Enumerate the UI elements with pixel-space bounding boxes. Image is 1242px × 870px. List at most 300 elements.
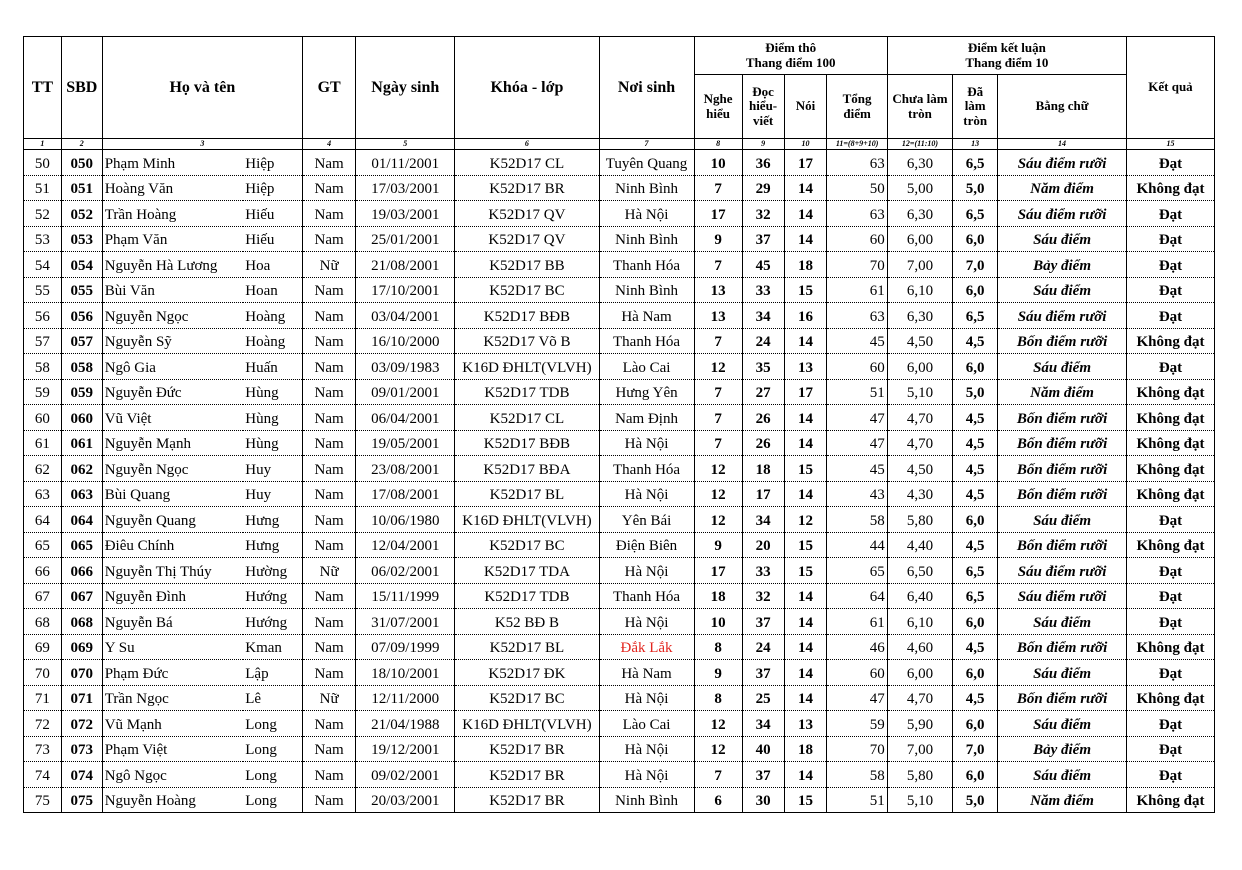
date-of-birth: 25/01/2001 bbox=[356, 226, 455, 252]
row-number: 55 bbox=[24, 277, 62, 303]
date-of-birth: 15/11/1999 bbox=[356, 583, 455, 609]
candidate-number: 073 bbox=[61, 736, 102, 762]
reading-score: 35 bbox=[742, 354, 784, 380]
class: K52D17 BĐB bbox=[455, 430, 599, 456]
total-score: 50 bbox=[827, 175, 887, 201]
reading-score: 24 bbox=[742, 328, 784, 354]
candidate-number: 056 bbox=[61, 303, 102, 329]
score-in-words: Sáu điểm bbox=[998, 507, 1127, 533]
last-name: Hoàng Văn bbox=[102, 175, 243, 201]
first-name: Lập bbox=[243, 660, 302, 686]
table-row bbox=[24, 609, 1215, 635]
table-row bbox=[24, 711, 1215, 737]
column-number: 5 bbox=[356, 139, 455, 150]
gender: Nam bbox=[303, 354, 356, 380]
reading-score: 26 bbox=[742, 405, 784, 431]
birthplace: Lào Cai bbox=[599, 711, 694, 737]
first-name: Hùng bbox=[243, 430, 302, 456]
row-number: 59 bbox=[24, 379, 62, 405]
result: Không đạt bbox=[1126, 532, 1214, 558]
rounded-score: 4,5 bbox=[953, 634, 998, 660]
date-of-birth: 17/03/2001 bbox=[356, 175, 455, 201]
reading-score: 37 bbox=[742, 762, 784, 788]
result: Đạt bbox=[1126, 507, 1214, 533]
result: Không đạt bbox=[1126, 787, 1214, 813]
first-name: Huy bbox=[243, 456, 302, 482]
header-gender: GT bbox=[303, 37, 356, 139]
result: Đạt bbox=[1126, 252, 1214, 278]
unrounded-score: 5,00 bbox=[887, 175, 952, 201]
rounded-score: 4,5 bbox=[953, 685, 998, 711]
speaking-score: 15 bbox=[784, 456, 827, 482]
speaking-score: 13 bbox=[784, 711, 827, 737]
listening-score: 7 bbox=[694, 762, 742, 788]
rounded-score: 7,0 bbox=[953, 736, 998, 762]
speaking-score: 14 bbox=[784, 430, 827, 456]
date-of-birth: 19/05/2001 bbox=[356, 430, 455, 456]
header-speaking: Nói bbox=[784, 75, 827, 139]
header-raw-title: Điểm thô bbox=[765, 39, 817, 55]
birthplace: Ninh Bình bbox=[599, 226, 694, 252]
row-number: 70 bbox=[24, 660, 62, 686]
birthplace: Đắk Lắk bbox=[599, 634, 694, 660]
row-number: 71 bbox=[24, 685, 62, 711]
score-in-words: Bốn điểm rưỡi bbox=[998, 456, 1127, 482]
date-of-birth: 23/08/2001 bbox=[356, 456, 455, 482]
first-name: Hoàng bbox=[243, 303, 302, 329]
candidate-number: 070 bbox=[61, 660, 102, 686]
candidate-number: 062 bbox=[61, 456, 102, 482]
class: K52D17 BL bbox=[455, 481, 599, 507]
first-name: Hưng bbox=[243, 507, 302, 533]
unrounded-score: 6,00 bbox=[887, 354, 952, 380]
header-reading: Đọc hiểu-viết bbox=[742, 75, 784, 139]
birthplace: Thanh Hóa bbox=[599, 456, 694, 482]
candidate-number: 068 bbox=[61, 609, 102, 635]
unrounded-score: 6,00 bbox=[887, 660, 952, 686]
score-in-words: Bốn điểm rưỡi bbox=[998, 328, 1127, 354]
listening-score: 8 bbox=[694, 634, 742, 660]
listening-score: 9 bbox=[694, 660, 742, 686]
birthplace: Hà Nội bbox=[599, 736, 694, 762]
total-score: 58 bbox=[827, 507, 887, 533]
first-name: Hoàng bbox=[243, 328, 302, 354]
table-row bbox=[24, 405, 1215, 431]
reading-score: 34 bbox=[742, 507, 784, 533]
total-score: 51 bbox=[827, 787, 887, 813]
table-row bbox=[24, 201, 1215, 227]
total-score: 61 bbox=[827, 609, 887, 635]
candidate-number: 071 bbox=[61, 685, 102, 711]
birthplace: Điện Biên bbox=[599, 532, 694, 558]
score-in-words: Bốn điểm rưỡi bbox=[998, 405, 1127, 431]
class: K16D ĐHLT(VLVH) bbox=[455, 711, 599, 737]
last-name: Phạm Minh bbox=[102, 150, 243, 176]
table-row bbox=[24, 456, 1215, 482]
candidate-number: 059 bbox=[61, 379, 102, 405]
row-number: 60 bbox=[24, 405, 62, 431]
last-name: Nguyễn Ngọc bbox=[102, 456, 243, 482]
class: K52D17 BR bbox=[455, 175, 599, 201]
date-of-birth: 17/10/2001 bbox=[356, 277, 455, 303]
unrounded-score: 6,50 bbox=[887, 558, 952, 584]
reading-score: 36 bbox=[742, 150, 784, 176]
result: Đạt bbox=[1126, 558, 1214, 584]
row-number: 56 bbox=[24, 303, 62, 329]
listening-score: 13 bbox=[694, 277, 742, 303]
rounded-score: 4,5 bbox=[953, 430, 998, 456]
gender: Nữ bbox=[303, 685, 356, 711]
listening-score: 17 bbox=[694, 201, 742, 227]
unrounded-score: 4,50 bbox=[887, 456, 952, 482]
total-score: 58 bbox=[827, 762, 887, 788]
date-of-birth: 20/03/2001 bbox=[356, 787, 455, 813]
birthplace: Thanh Hóa bbox=[599, 583, 694, 609]
class: K52D17 CL bbox=[455, 405, 599, 431]
candidate-number: 066 bbox=[61, 558, 102, 584]
rounded-score: 4,5 bbox=[953, 328, 998, 354]
reading-score: 30 bbox=[742, 787, 784, 813]
unrounded-score: 6,30 bbox=[887, 303, 952, 329]
rounded-score: 4,5 bbox=[953, 405, 998, 431]
listening-score: 7 bbox=[694, 252, 742, 278]
row-number: 52 bbox=[24, 201, 62, 227]
table-row bbox=[24, 150, 1215, 176]
class: K52D17 BB bbox=[455, 252, 599, 278]
candidate-number: 072 bbox=[61, 711, 102, 737]
result: Đạt bbox=[1126, 277, 1214, 303]
candidate-number: 075 bbox=[61, 787, 102, 813]
listening-score: 7 bbox=[694, 405, 742, 431]
rounded-score: 6,5 bbox=[953, 201, 998, 227]
birthplace: Hà Nam bbox=[599, 660, 694, 686]
score-in-words: Bốn điểm rưỡi bbox=[998, 685, 1127, 711]
speaking-score: 14 bbox=[784, 405, 827, 431]
speaking-score: 15 bbox=[784, 558, 827, 584]
column-number: 9 bbox=[742, 139, 784, 150]
class: K52D17 BĐA bbox=[455, 456, 599, 482]
column-number: 3 bbox=[102, 139, 302, 150]
row-number: 68 bbox=[24, 609, 62, 635]
result: Không đạt bbox=[1126, 405, 1214, 431]
rounded-score: 6,0 bbox=[953, 354, 998, 380]
listening-score: 7 bbox=[694, 175, 742, 201]
listening-score: 6 bbox=[694, 787, 742, 813]
gender: Nam bbox=[303, 609, 356, 635]
listening-score: 12 bbox=[694, 456, 742, 482]
table-row bbox=[24, 328, 1215, 354]
first-name: Long bbox=[243, 736, 302, 762]
listening-score: 12 bbox=[694, 354, 742, 380]
column-number: 11=(8+9+10) bbox=[827, 139, 887, 150]
unrounded-score: 6,30 bbox=[887, 150, 952, 176]
speaking-score: 14 bbox=[784, 762, 827, 788]
gender: Nam bbox=[303, 226, 356, 252]
candidate-number: 055 bbox=[61, 277, 102, 303]
speaking-score: 14 bbox=[784, 634, 827, 660]
score-in-words: Bốn điểm rưỡi bbox=[998, 634, 1127, 660]
table-row bbox=[24, 634, 1215, 660]
unrounded-score: 4,30 bbox=[887, 481, 952, 507]
first-name: Long bbox=[243, 711, 302, 737]
score-in-words: Sáu điểm bbox=[998, 762, 1127, 788]
candidate-number: 058 bbox=[61, 354, 102, 380]
class: K52 BĐ B bbox=[455, 609, 599, 635]
candidate-number: 060 bbox=[61, 405, 102, 431]
class: K52D17 QV bbox=[455, 226, 599, 252]
unrounded-score: 6,10 bbox=[887, 609, 952, 635]
speaking-score: 14 bbox=[784, 660, 827, 686]
column-number: 12=(11:10) bbox=[887, 139, 952, 150]
rounded-score: 7,0 bbox=[953, 252, 998, 278]
first-name: Hưng bbox=[243, 532, 302, 558]
speaking-score: 14 bbox=[784, 201, 827, 227]
rounded-score: 6,5 bbox=[953, 303, 998, 329]
row-number: 58 bbox=[24, 354, 62, 380]
rounded-score: 6,5 bbox=[953, 583, 998, 609]
last-name: Bùi Văn bbox=[102, 277, 243, 303]
last-name: Nguyễn Hoàng bbox=[102, 787, 243, 813]
birthplace: Ninh Bình bbox=[599, 175, 694, 201]
table-row bbox=[24, 660, 1215, 686]
column-number: 4 bbox=[303, 139, 356, 150]
rounded-score: 6,0 bbox=[953, 507, 998, 533]
date-of-birth: 21/04/1988 bbox=[356, 711, 455, 737]
column-number-row bbox=[24, 139, 1215, 150]
candidate-number: 067 bbox=[61, 583, 102, 609]
rounded-score: 6,0 bbox=[953, 277, 998, 303]
total-score: 65 bbox=[827, 558, 887, 584]
class: K52D17 BR bbox=[455, 762, 599, 788]
column-number: 1 bbox=[24, 139, 62, 150]
total-score: 46 bbox=[827, 634, 887, 660]
header-tt: TT bbox=[24, 37, 62, 139]
birthplace: Yên Bái bbox=[599, 507, 694, 533]
date-of-birth: 01/11/2001 bbox=[356, 150, 455, 176]
listening-score: 10 bbox=[694, 609, 742, 635]
candidate-number: 052 bbox=[61, 201, 102, 227]
rounded-score: 6,0 bbox=[953, 660, 998, 686]
candidate-number: 069 bbox=[61, 634, 102, 660]
gender: Nam bbox=[303, 456, 356, 482]
reading-score: 29 bbox=[742, 175, 784, 201]
birthplace: Hà Nam bbox=[599, 303, 694, 329]
birthplace: Ninh Bình bbox=[599, 277, 694, 303]
score-in-words: Năm điểm bbox=[998, 379, 1127, 405]
candidate-number: 054 bbox=[61, 252, 102, 278]
table-body bbox=[24, 150, 1215, 813]
date-of-birth: 09/02/2001 bbox=[356, 762, 455, 788]
total-score: 43 bbox=[827, 481, 887, 507]
date-of-birth: 18/10/2001 bbox=[356, 660, 455, 686]
unrounded-score: 5,10 bbox=[887, 379, 952, 405]
speaking-score: 15 bbox=[784, 277, 827, 303]
listening-score: 12 bbox=[694, 481, 742, 507]
score-in-words: Bảy điểm bbox=[998, 736, 1127, 762]
header-unrounded: Chưa làm tròn bbox=[887, 75, 952, 139]
speaking-score: 15 bbox=[784, 787, 827, 813]
reading-score: 20 bbox=[742, 532, 784, 558]
birthplace: Hà Nội bbox=[599, 685, 694, 711]
last-name: Vũ Việt bbox=[102, 405, 243, 431]
date-of-birth: 16/10/2000 bbox=[356, 328, 455, 354]
table-row bbox=[24, 481, 1215, 507]
total-score: 60 bbox=[827, 226, 887, 252]
column-number: 8 bbox=[694, 139, 742, 150]
gender: Nam bbox=[303, 201, 356, 227]
result: Không đạt bbox=[1126, 634, 1214, 660]
row-number: 54 bbox=[24, 252, 62, 278]
result: Đạt bbox=[1126, 354, 1214, 380]
rounded-score: 4,5 bbox=[953, 456, 998, 482]
class: K52D17 BR bbox=[455, 787, 599, 813]
class: K16D ĐHLT(VLVH) bbox=[455, 354, 599, 380]
class: K52D17 TDB bbox=[455, 379, 599, 405]
total-score: 44 bbox=[827, 532, 887, 558]
total-score: 70 bbox=[827, 252, 887, 278]
gender: Nam bbox=[303, 787, 356, 813]
score-in-words: Năm điểm bbox=[998, 175, 1127, 201]
speaking-score: 16 bbox=[784, 303, 827, 329]
column-number: 14 bbox=[998, 139, 1127, 150]
last-name: Y Su bbox=[102, 634, 243, 660]
last-name: Trần Ngọc bbox=[102, 685, 243, 711]
class: K52D17 BC bbox=[455, 277, 599, 303]
rounded-score: 5,0 bbox=[953, 175, 998, 201]
gender: Nam bbox=[303, 481, 356, 507]
listening-score: 8 bbox=[694, 685, 742, 711]
score-in-words: Bảy điểm bbox=[998, 252, 1127, 278]
column-number: 15 bbox=[1126, 139, 1214, 150]
first-name: Hướng bbox=[243, 583, 302, 609]
gender: Nữ bbox=[303, 252, 356, 278]
rounded-score: 5,0 bbox=[953, 379, 998, 405]
last-name: Nguyễn Mạnh bbox=[102, 430, 243, 456]
class: K52D17 BC bbox=[455, 685, 599, 711]
unrounded-score: 7,00 bbox=[887, 736, 952, 762]
gender: Nam bbox=[303, 379, 356, 405]
table-row bbox=[24, 252, 1215, 278]
total-score: 63 bbox=[827, 150, 887, 176]
class: K52D17 BR bbox=[455, 736, 599, 762]
rounded-score: 6,5 bbox=[953, 150, 998, 176]
reading-score: 18 bbox=[742, 456, 784, 482]
unrounded-score: 4,70 bbox=[887, 685, 952, 711]
unrounded-score: 7,00 bbox=[887, 252, 952, 278]
unrounded-score: 5,90 bbox=[887, 711, 952, 737]
score-in-words: Bốn điểm rưỡi bbox=[998, 430, 1127, 456]
first-name: Kman bbox=[243, 634, 302, 660]
listening-score: 12 bbox=[694, 736, 742, 762]
class: K52D17 QV bbox=[455, 201, 599, 227]
first-name: Long bbox=[243, 787, 302, 813]
header-rounded: Đã làm tròn bbox=[953, 75, 998, 139]
row-number: 63 bbox=[24, 481, 62, 507]
header-listening: Nghe hiểu bbox=[694, 75, 742, 139]
score-in-words: Sáu điểm rưỡi bbox=[998, 558, 1127, 584]
result: Đạt bbox=[1126, 762, 1214, 788]
class: K52D17 CL bbox=[455, 150, 599, 176]
last-name: Nguyễn Đức bbox=[102, 379, 243, 405]
birthplace: Ninh Bình bbox=[599, 787, 694, 813]
total-score: 51 bbox=[827, 379, 887, 405]
row-number: 73 bbox=[24, 736, 62, 762]
header-class: Khóa - lớp bbox=[455, 37, 599, 139]
speaking-score: 14 bbox=[784, 175, 827, 201]
gender: Nam bbox=[303, 532, 356, 558]
last-name: Ngô Ngọc bbox=[102, 762, 243, 788]
first-name: Hoan bbox=[243, 277, 302, 303]
speaking-score: 14 bbox=[784, 609, 827, 635]
date-of-birth: 09/01/2001 bbox=[356, 379, 455, 405]
header-raw-scale: Thang điểm 100 bbox=[745, 54, 836, 70]
reading-score: 26 bbox=[742, 430, 784, 456]
row-number: 75 bbox=[24, 787, 62, 813]
unrounded-score: 4,40 bbox=[887, 532, 952, 558]
birthplace: Hà Nội bbox=[599, 481, 694, 507]
reading-score: 37 bbox=[742, 660, 784, 686]
result: Đạt bbox=[1126, 226, 1214, 252]
gender: Nam bbox=[303, 583, 356, 609]
date-of-birth: 12/11/2000 bbox=[356, 685, 455, 711]
result: Đạt bbox=[1126, 303, 1214, 329]
speaking-score: 15 bbox=[784, 532, 827, 558]
speaking-score: 17 bbox=[784, 379, 827, 405]
result: Đạt bbox=[1126, 711, 1214, 737]
listening-score: 9 bbox=[694, 226, 742, 252]
result: Đạt bbox=[1126, 736, 1214, 762]
rounded-score: 6,5 bbox=[953, 558, 998, 584]
unrounded-score: 4,70 bbox=[887, 430, 952, 456]
first-name: Hoa bbox=[243, 252, 302, 278]
first-name: Long bbox=[243, 762, 302, 788]
last-name: Bùi Quang bbox=[102, 481, 243, 507]
unrounded-score: 5,10 bbox=[887, 787, 952, 813]
unrounded-score: 6,10 bbox=[887, 277, 952, 303]
total-score: 45 bbox=[827, 328, 887, 354]
last-name: Điêu Chính bbox=[102, 532, 243, 558]
result: Không đạt bbox=[1126, 379, 1214, 405]
score-in-words: Bốn điểm rưỡi bbox=[998, 481, 1127, 507]
reading-score: 32 bbox=[742, 583, 784, 609]
class: K52D17 TDB bbox=[455, 583, 599, 609]
column-number: 2 bbox=[61, 139, 102, 150]
row-number: 69 bbox=[24, 634, 62, 660]
row-number: 65 bbox=[24, 532, 62, 558]
gender: Nam bbox=[303, 430, 356, 456]
gender: Nam bbox=[303, 660, 356, 686]
first-name: Lê bbox=[243, 685, 302, 711]
date-of-birth: 06/02/2001 bbox=[356, 558, 455, 584]
table-row bbox=[24, 507, 1215, 533]
result: Đạt bbox=[1126, 583, 1214, 609]
row-number: 64 bbox=[24, 507, 62, 533]
total-score: 45 bbox=[827, 456, 887, 482]
speaking-score: 14 bbox=[784, 685, 827, 711]
class: K52D17 BC bbox=[455, 532, 599, 558]
birthplace: Hà Nội bbox=[599, 762, 694, 788]
reading-score: 40 bbox=[742, 736, 784, 762]
class: K16D ĐHLT(VLVH) bbox=[455, 507, 599, 533]
result: Không đạt bbox=[1126, 175, 1214, 201]
header-dob: Ngày sinh bbox=[356, 37, 455, 139]
row-number: 61 bbox=[24, 430, 62, 456]
row-number: 50 bbox=[24, 150, 62, 176]
last-name: Vũ Mạnh bbox=[102, 711, 243, 737]
column-number: 13 bbox=[953, 139, 998, 150]
listening-score: 18 bbox=[694, 583, 742, 609]
table-row bbox=[24, 379, 1215, 405]
